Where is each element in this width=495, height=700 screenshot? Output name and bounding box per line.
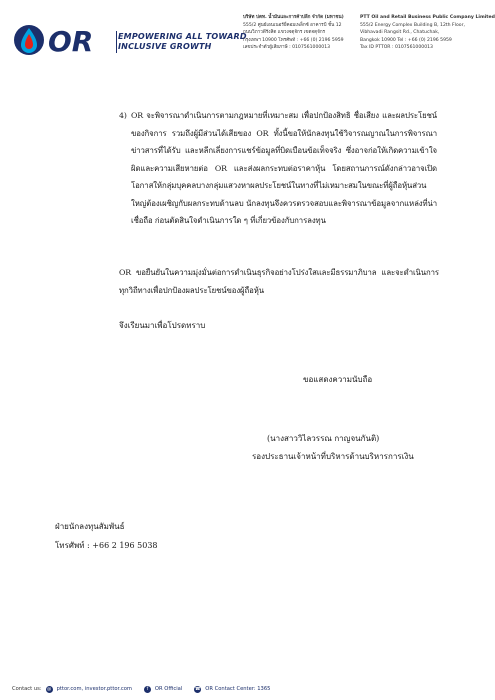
signatory-name: (นางสาววิไลวรรณ กาญจนกันติ): [267, 434, 380, 443]
or-logo-icon: [12, 22, 112, 58]
address-english: [360, 14, 495, 52]
logo-text: OR: [48, 25, 94, 58]
address-en-line: Tax ID PTTOR : 0107561000013: [360, 45, 433, 51]
footer-facebook-link[interactable]: OR Official: [154, 686, 183, 692]
letterhead: [0, 0, 495, 80]
item-4-paragraph: [119, 107, 437, 230]
department-name: ฝ่ายนักลงทุนสัมพันธ์: [55, 522, 125, 531]
closing-line: จึงเรียนมาเพื่อโปรดทราบ: [119, 321, 206, 330]
item-4-text: OR จะพิจารณาดำเนินการตามกฎหมายที่เหมาะสม เพื่อปกป้องสิทธิ ชื่อเสียง และผลประโยชน์ของกิจการ รวมถึงผู้มีส่วนได้เสียของ OR ทั้งนี้ขอให้นักลงทุนใช้วิจารณญาณในการพิจารณาข่าวสารที่ได้รับ และหลีกเลี่ยงการแชร์ข้อมูลที่บิดเบือนข้อเท็จจริง ซึ่งอาจก่อให้เกิดความเข้าใจผิดและความเสียหายต่อ OR และส่งผลกระทบต่อราคาหุ้น โดยสถานการณ์ดังกล่าวอาจเปิดโอกาสให้กลุ่มบุคคลบางกลุ่มแสวงหาผลประโยชน์ในทางที่ไม่เหมาะสมในขณะที่ผู้ถือหุ้นส่วนใหญ่ต้องเผชิญกับผลกระทบด้านลบ นักลงทุนจึงควรตรวจสอบและพิจารณาข้อมูลจากแหล่งที่น่าเชื่อถือ ก่อนตัดสินใจดำเนินการใด ๆ ที่เกี่ยวข้องกับการลงทุน: [131, 111, 437, 225]
address-th-line: 555/2 ศูนย์เอนเนอร์ยี่คอมเพล็กซ์ อาคารบี ชั้น 12: [243, 22, 342, 28]
address-thai: [243, 14, 344, 52]
footer-call-center: OR Contact Center: 1365: [205, 686, 271, 692]
footer: [12, 683, 482, 695]
address-en-line: PTT Oil and Retail Business Public Company Limited: [360, 15, 495, 20]
phone-icon: ☎: [194, 686, 201, 692]
globe-icon: @: [46, 686, 52, 692]
signature-regards: ขอแสดงความนับถือ: [303, 375, 373, 384]
department-phone: โทรศัพท์ : +66 2 196 5038: [55, 541, 158, 550]
address-en-line: 555/2 Energy Complex Building B, 12th Floor,: [360, 22, 465, 28]
footer-website-link[interactable]: pttor.com, investor.pttor.com: [56, 686, 132, 692]
address-th-line: กรุงเทพฯ 10900 โทรศัพท์ : +66 (0) 2196 5959: [243, 37, 344, 43]
item-4-number: 4): [119, 111, 127, 120]
address-th-line: บริษัท ปตท. น้ำมันและการค้าปลีก จำกัด (มหาชน): [243, 15, 344, 20]
footer-contact-label: Contact us:: [12, 686, 42, 692]
address-th-line: เลขประจำตัวผู้เสียภาษี : 0107561000013: [243, 45, 331, 51]
address-th-line: ถนนวิภาวดีรังสิต แขวงจตุจักร เขตจตุจักร: [243, 30, 326, 36]
tagline-line1: EMPOWERING ALL TOWARD: [118, 32, 247, 41]
address-en-line: Bangkok 10900 Tel : +66 (0) 2196 5959: [360, 37, 452, 43]
facebook-icon: f: [144, 686, 151, 693]
tagline: [118, 32, 247, 52]
tagline-divider: [116, 31, 117, 53]
tagline-line2: INCLUSIVE GROWTH: [118, 42, 212, 51]
commitment-paragraph: OR ขอยืนยันในความมุ่งมั่นต่อการดำเนินธุรกิจอย่างโปร่งใสและมีธรรมาภิบาล และจะดำเนินการทุกวิถีทางเพื่อปกป้องผลประโยชน์ของผู้ถือหุ้น: [119, 268, 439, 295]
signatory-title: รองประธานเจ้าหน้าที่บริหารด้านบริหารการเงิน: [252, 452, 414, 461]
address-en-line: Vibhavadi Rangsit Rd., Chatuchak,: [360, 30, 440, 36]
